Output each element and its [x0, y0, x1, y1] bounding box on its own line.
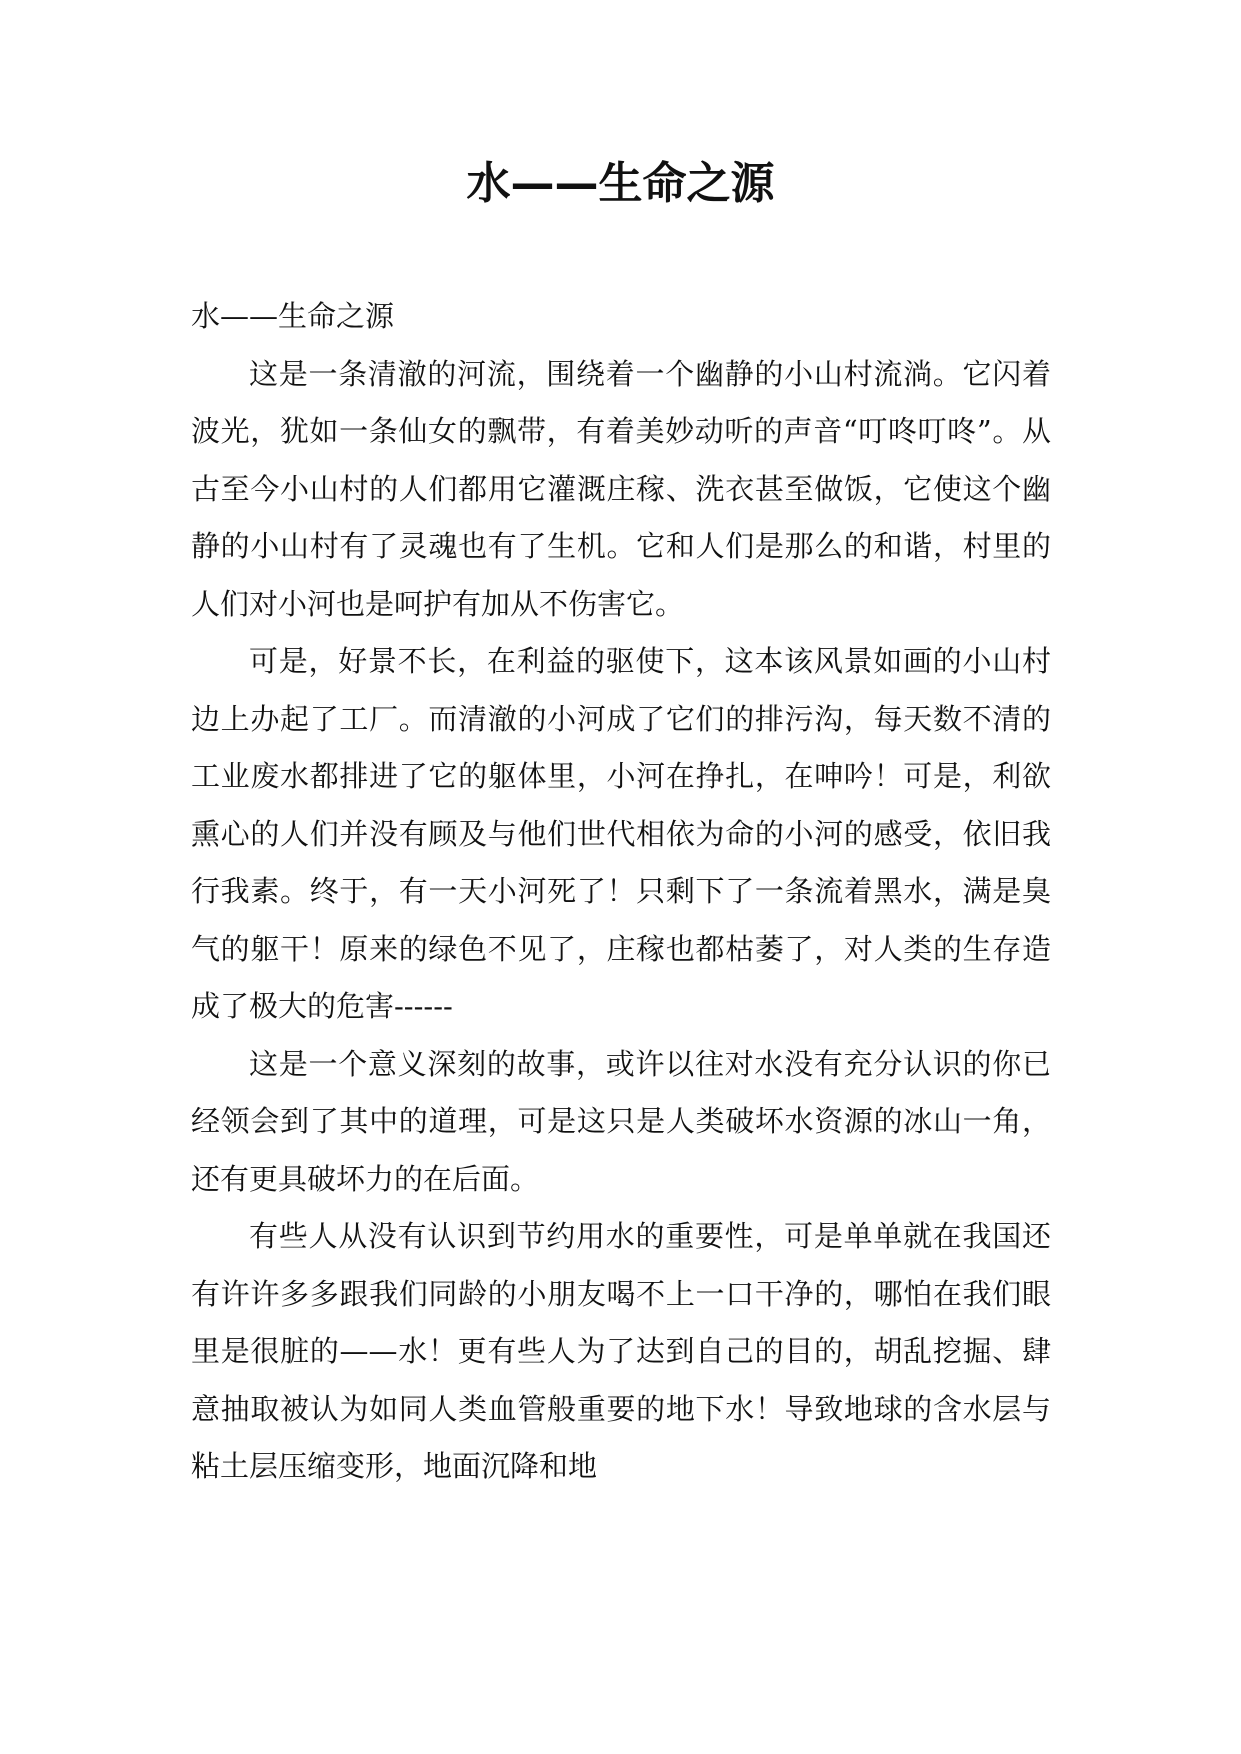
paragraph-4: 有些人从没有认识到节约用水的重要性，可是单单就在我国还有许许多多跟我们同龄的小朋友喝不上一口干净的，哪怕在我们眼里是很脏的——水！更有些人为了达到自己的目的，胡乱挖掘、肆意抽取被认为如同人类血管般重要的地下水！导致地球的含水层与粘土层压缩变形，地面沉降和地: [191, 1219, 1051, 1483]
document-title: 水——生命之源: [466, 158, 775, 209]
document-body: [191, 288, 1051, 1496]
paragraph-3: 这是一个意义深刻的故事，或许以往对水没有充分认识的你已经领会到了其中的道理，可是这只是人类破坏水资源的冰山一角，还有更具破坏力的在后面。: [191, 1046, 1051, 1196]
paragraph-2: 可是，好景不长，在利益的驱使下，这本该风景如画的小山村边上办起了工厂。而清澈的小河成了它们的排污沟，每天数不清的工业废水都排进了它的躯体里，小河在挣扎，在呻吟！可是，利欲熏心的人们并没有顾及与他们世代相依为命的小河的感受，依旧我行我素。终于，有一天小河死了！只剩下了一条流着黑水，满是臭气的躯干！原来的绿色不见了，庄稼也都枯萎了，对人类的生存造成了极大的危害------: [191, 644, 1051, 1023]
document-subtitle: 水——生命之源: [191, 299, 395, 333]
paragraph-1: 这是一条清澈的河流，围绕着一个幽静的小山村流淌。它闪着波光，犹如一条仙女的飘带，有着美妙动听的声音“叮咚叮咚”。从古至今小山村的人们都用它灌溉庄稼、洗衣甚至做饭，它使这个幽静的小山村有了灵魂也有了生机。它和人们是那么的和谐，村里的人们对小河也是呵护有加从不伤害它。: [191, 356, 1051, 621]
